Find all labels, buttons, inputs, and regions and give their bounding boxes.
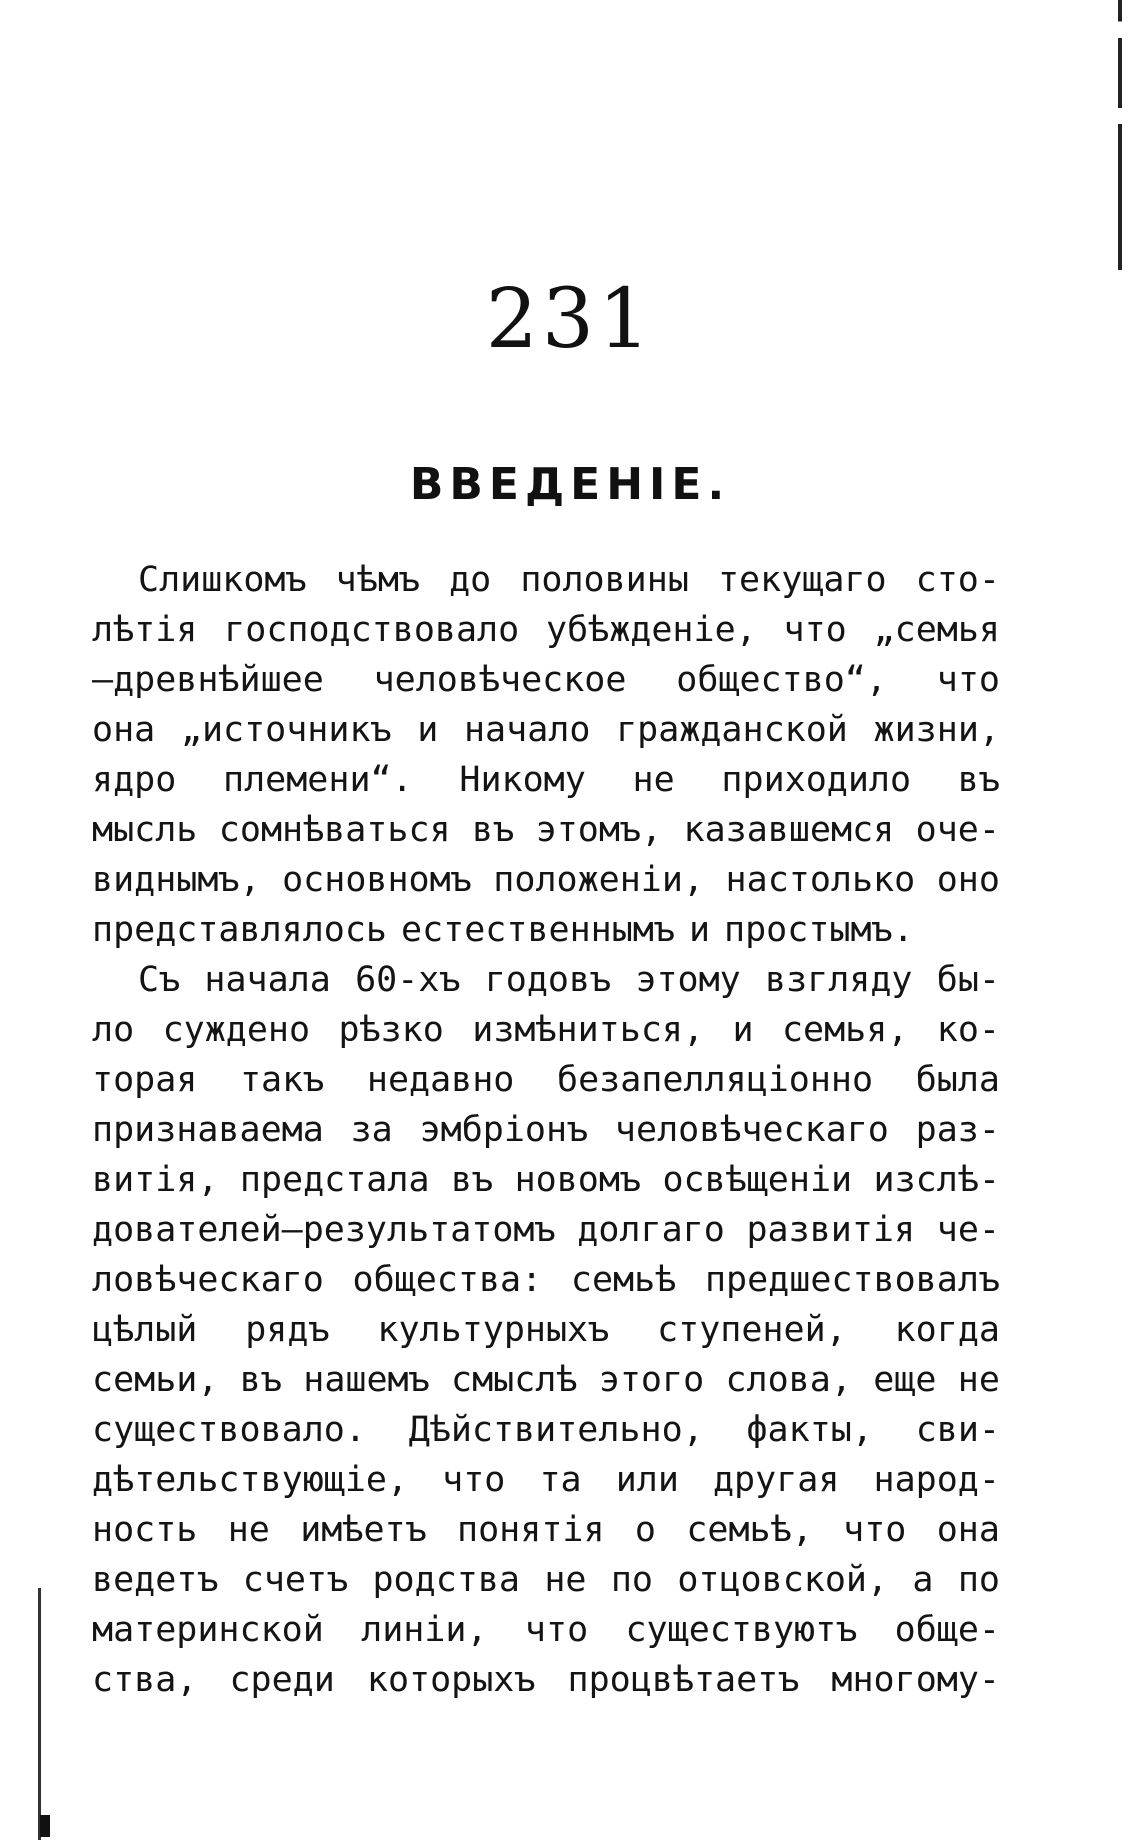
text-line: витія, предстала въ новомъ освѣщеніи изслѣ-: [92, 1160, 1000, 1200]
text-line: мысль сомнѣваться въ этомъ, казавшемся оче-: [92, 810, 1000, 850]
text-line: лѣтія господствовало убѣжденіе, что „семья: [92, 610, 1000, 650]
body-text: [92, 555, 1000, 1705]
text-line: дѣтельствующіе, что та или другая народ-: [92, 1460, 1000, 1500]
text-line: ность не имѣетъ понятія о семьѣ, что она: [92, 1510, 1000, 1550]
text-line: ловѣческаго общества: семьѣ предшествовалъ: [92, 1260, 1000, 1300]
scan-edge-mark: [40, 1815, 50, 1837]
text-line: торая такъ недавно безапелляціонно была: [92, 1060, 1000, 1100]
text-line: дователей—результатомъ долгаго развитія че-: [92, 1210, 1000, 1250]
text-line: существовало. Дѣйствительно, факты, сви-: [92, 1410, 1000, 1450]
text-line: представлялось естественнымъ и простымъ.: [92, 910, 914, 950]
text-line: ведетъ счетъ родства не по отцовской, а по: [92, 1560, 1000, 1600]
text-line: она „источникъ и начало гражданской жизни,: [92, 710, 1000, 750]
text-line: Съ начала 60-хъ годовъ этому взгляду бы-: [138, 960, 1000, 1000]
page-number: 231: [485, 272, 655, 367]
paragraph: [92, 555, 1000, 955]
chapter-heading: ВВЕДЕНІЕ.: [409, 459, 731, 510]
text-line: ядро племени“. Никому не приходило въ: [92, 760, 1000, 800]
text-line: цѣлый рядъ культурныхъ ступеней, когда: [92, 1310, 1000, 1350]
paragraph: [92, 955, 1000, 1705]
text-line: —древнѣйшее человѣческое общество“, что: [92, 660, 1000, 700]
text-line: материнской линіи, что существуютъ обще-: [92, 1610, 1000, 1650]
text-line: виднымъ, основномъ положеніи, настолько оно: [92, 860, 1000, 900]
text-line: Слишкомъ чѣмъ до половины текущаго сто-: [138, 560, 1000, 600]
text-line: ло суждено рѣзко измѣниться, и семья, ко-: [92, 1010, 1000, 1050]
scan-edge-left: [38, 1560, 41, 1840]
scan-edge-right: [1118, 0, 1122, 270]
text-line: семьи, въ нашемъ смыслѣ этого слова, еще не: [92, 1360, 1000, 1400]
text-line: признаваема за эмбріонъ человѣческаго раз-: [92, 1110, 1000, 1150]
text-line: ства, среди которыхъ процвѣтаетъ многому-: [92, 1660, 1000, 1700]
